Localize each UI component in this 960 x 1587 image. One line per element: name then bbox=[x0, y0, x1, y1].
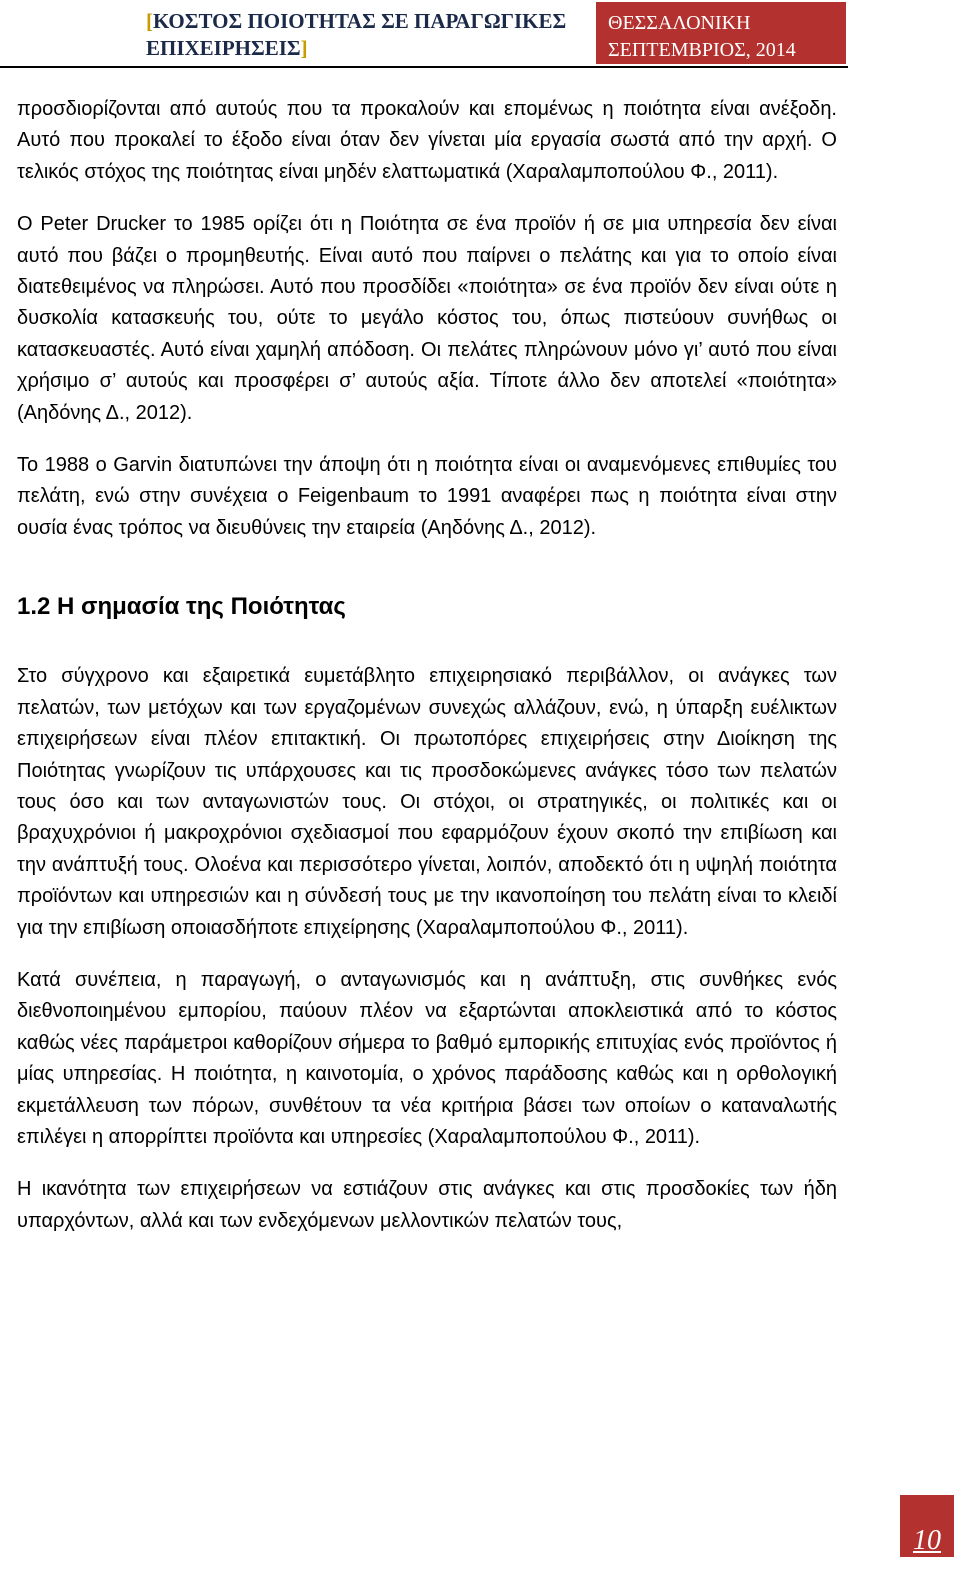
header-location: ΘΕΣΣΑΛΟΝΙΚΗ bbox=[608, 12, 751, 34]
paragraph: Στο σύγχρονο και εξαιρετικά ευμετάβλητο επιχειρησιακό περιβάλλον, οι ανάγκες των πελατών, των μετόχων και των εργαζομένων συνεχώς αλλάζουν, ενώ, η ύπαρξη ευέλικτων επιχειρήσεων είναι πλέον επιτακτική. Οι πρωτοπόρες επιχειρήσεις στην Διοίκηση της Ποιότητας γνωρίζουν τις υπάρχουσες και τις προσδοκώμενες ανάγκες τόσο των πελατών τους όσο και των ανταγωνιστών τους. Οι στόχοι, οι στρατηγικές, οι πολιτικές και οι βραχυχρόνιοι ή μακροχρόνιοι σχεδιασμοί που εφαρμόζουν έχουν σκοπό την επιβίωση και την ανάπτυξή τους. Ολοένα και περισσότερο γίνεται, λοιπόν, αποδεκτό ότι η υψηλή ποιότητα προϊόντων και υπηρεσιών και η σύνδεσή τους με την ικανοποίηση του πελάτη είναι το κλειδί για την επιβίωση οποιασδήποτε επιχείρησης (Χαραλαμποπούλου Φ., 2011). bbox=[17, 665, 837, 939]
paragraph: Ο Peter Drucker το 1985 ορίζει ότι η Ποιότητα σε ένα προϊόν ή σε μια υπηρεσία δεν είναι αυτό που βάζει ο προμηθευτής. Είναι αυτό που παίρνει ο πελάτης και για το οποίο είναι διατεθειμένος να πληρώσει. Αυτό που προσδίδει «ποιότητα» σε ένα προϊόν δεν είναι ούτε η δυσκολία κατασκευής του, ούτε το μεγάλο κόστος του, όπως πιστεύουν συνήθως οι κατασκευαστές. Αυτό είναι χαμηλή απόδοση. Οι πελάτες πληρώνουν μόνο γι’ αυτό που είναι χρήσιμο σ’ αυτούς και προσφέρει σ’ αυτούς αξία. Τίποτε άλλο δεν αποτελεί «ποιότητα» (Αηδόνης Δ., 2012). bbox=[17, 213, 837, 424]
document-body bbox=[17, 94, 837, 1258]
header-bracket-open: [ bbox=[146, 9, 153, 33]
section-heading: 1.2 Η σημασία της Ποιότητας bbox=[17, 593, 346, 621]
header-title-line2: ΕΠΙΧΕΙΡΗΣΕΙΣ bbox=[146, 36, 301, 60]
paragraph: Η ικανότητα των επιχειρήσεων να εστιάζουν στις ανάγκες και στις προσδοκίες των ήδη υπαρχόντων, αλλά και των ενδεχόμενων μελλοντικών πελατών τους, bbox=[17, 1178, 837, 1232]
header-divider bbox=[0, 66, 848, 68]
paragraph: Το 1988 ο Garvin διατυπώνει την άποψη ότι η ποιότητα είναι οι αναμενόμενες επιθυμίες του πελάτη, ενώ στην συνέχεια ο Feigenbaum το 1991 αναφέρει πως η ποιότητα είναι στην ουσία ένας τρόπος να διευθύνεις την εταιρεία (Αηδόνης Δ., 2012). bbox=[17, 454, 837, 539]
header-bracket-close: ] bbox=[300, 36, 308, 60]
header-date: ΣΕΠΤΕΜΒΡΙΟΣ, 2014 bbox=[608, 39, 796, 61]
paragraph: προσδιορίζονται από αυτούς που τα προκαλούν και επομένως η ποιότητα είναι ανέξοδη. Αυτό που προκαλεί το έξοδο είναι όταν δεν γίνεται μία εργασία σωστά από την αρχή. Ο τελικός στόχος της ποιότητας είναι μηδέν ελαττωματικά (Χαραλαμποπούλου Φ., 2011). bbox=[17, 98, 837, 183]
header-location-date bbox=[596, 2, 846, 64]
paragraph: Κατά συνέπεια, η παραγωγή, ο ανταγωνισμός και η ανάπτυξη, στις συνθήκες ενός διεθνοποιημένου εμπορίου, παύουν πλέον να εξαρτώνται αποκλειστικά από το κόστος καθώς νέες παράμετροι καθορίζουν σήμερα το βαθμό εμπορικής επιτυχίας ενός προϊόντος ή μίας υπηρεσίας. Η ποιότητα, η καινοτομία, ο χρόνος παράδοσης καθώς και η ορθολογική εκμετάλλευση των πόρων, συνθέτουν τα νέα κριτήρια βάσει των οποίων ο καταναλωτής επιλέγει η απορρίπτει προϊόντα και υπηρεσίες (Χαραλαμποπούλου Φ., 2011). bbox=[17, 968, 837, 1148]
page-number: 10 bbox=[900, 1495, 954, 1557]
header-title bbox=[146, 8, 596, 62]
header-title-line1: ΚΟΣΤΟΣ ΠΟΙΟΤΗΤΑΣ ΣΕ ΠΑΡΑΓΩΓΙΚΕΣ bbox=[153, 9, 567, 33]
